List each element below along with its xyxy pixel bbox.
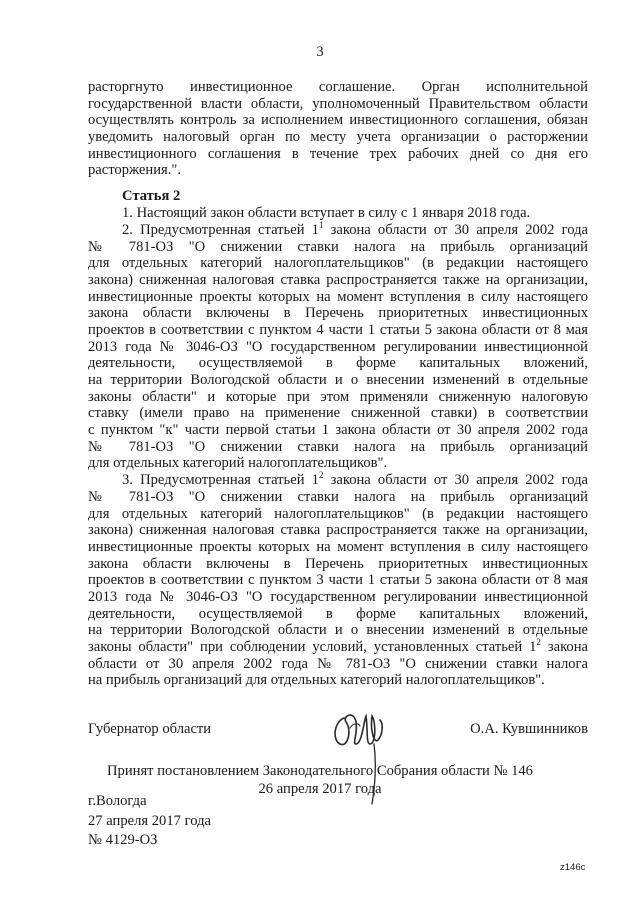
text-line: законы области" и которые при этом применяли сниженную налоговую — [88, 388, 588, 405]
text-line: государственной власти области, уполномоченный Правительством области — [88, 95, 588, 112]
article-heading: Статья 2 — [122, 188, 181, 205]
text-line: № 781-ОЗ "О снижении ставки налога на прибыль организаций — [88, 488, 588, 505]
adoption-date: 26 апреля 2017 года — [258, 781, 382, 797]
document-body — [88, 79, 588, 689]
footer-block — [88, 792, 211, 851]
text-line: деятельности, осуществляемой в форме капитальных вложений, — [88, 355, 588, 372]
text-line: 2013 года № 3046-ОЗ "О государственном регулировании инвестиционной — [88, 338, 588, 355]
text-line: расторгнуто инвестиционное соглашение. Орган исполнительной — [88, 79, 588, 95]
text-line: области от 30 апреля 2002 года № 781-ОЗ "О снижении ставки налога — [88, 655, 588, 672]
text-line: 3. Предусмотренная статьей $1^2$ закона области от 30 апреля 2002 года — [122, 470, 588, 489]
text-line: осуществлять контроль за исполнением инвестиционного соглашения, обязан — [88, 112, 588, 129]
text-line: уведомить налоговый орган по месту учета организации о расторжении — [88, 129, 588, 146]
text-line: деятельности, осуществляемой в форме капитальных вложений, — [88, 605, 588, 622]
text-line: инвестиционного соглашения в течение трех рабочих дней со дня его — [88, 145, 588, 162]
law-number: № 4129-ОЗ — [88, 832, 158, 848]
text-line: для отдельных категорий налогоплательщиков". — [88, 455, 388, 472]
intro-paragraph — [88, 79, 588, 179]
text-line: проектов в соответствии с пунктом 4 части 1 статьи 5 закона области от 8 мая — [88, 321, 588, 338]
text-line: 2013 года № 3046-ОЗ "О государственном регулировании инвестиционной — [88, 588, 588, 605]
text-line: закона области включены в Перечень приоритетных инвестиционных — [88, 305, 588, 322]
text-line: № 781-ОЗ "О снижении ставки налога на прибыль организаций — [88, 438, 588, 455]
text-line: проектов в соответствии с пунктом 3 части 1 статьи 5 закона области от 8 мая — [88, 572, 588, 589]
text-line: 2. Предусмотренная статьей $1^1$ закона области от 30 апреля 2002 года — [122, 219, 588, 238]
text-line: № 781-ОЗ "О снижении ставки налога на прибыль организаций — [88, 238, 588, 255]
paragraph-3 — [88, 472, 588, 689]
text-line: ставку (имели право на применение сниженной ставки) в соответствии — [88, 405, 588, 422]
law-date: 27 апреля 2017 года — [88, 812, 211, 829]
text-line: законы области" при соблюдении условий, установленных статьей $1^2$ закона — [88, 637, 588, 655]
signatory-title: Губернатор области — [88, 721, 212, 737]
document-code: z146c — [560, 862, 586, 873]
text-line: закона) сниженная налоговая ставка распространяется также на организации, — [88, 522, 588, 539]
text-line: закона области включены в Перечень приоритетных инвестиционных — [88, 555, 588, 572]
text-line: для отдельных категорий налогоплательщиков" (в редакции настоящего — [88, 505, 588, 522]
page-number: 3 — [316, 44, 324, 60]
text-line: для отдельных категорий налогоплательщиков" (в редакции настоящего — [88, 255, 588, 272]
text-line: на прибыль организаций для отдельных категорий налогоплательщиков". — [88, 672, 545, 689]
signatory-name: О.А. Кувшинников — [470, 721, 588, 737]
paragraph-1: 1. Настоящий закон области вступает в силу с 1 января 2018 года. — [122, 205, 531, 222]
text-line: расторжения.". — [88, 162, 181, 179]
text-line: на территории Вологодской области и о внесении изменений в отдельные — [88, 622, 588, 639]
text-line: закона) сниженная налоговая ставка распространяется также на организации, — [88, 271, 588, 288]
adoption-line: Принят постановлением Законодательного Собрания области № 146 — [107, 763, 533, 779]
text-line: с пунктом "к" части первой статьи 1 закона области от 30 апреля 2002 года — [88, 422, 588, 439]
text-line: на территории Вологодской области и о внесении изменений в отдельные — [88, 372, 588, 388]
text-line: инвестиционные проекты которых на момент вступления в силу настоящего — [88, 288, 588, 305]
text-line: инвестиционные проекты которых на момент вступления в силу настоящего — [88, 538, 588, 555]
paragraph-2 — [88, 219, 588, 472]
city: г.Вологда — [88, 793, 147, 809]
